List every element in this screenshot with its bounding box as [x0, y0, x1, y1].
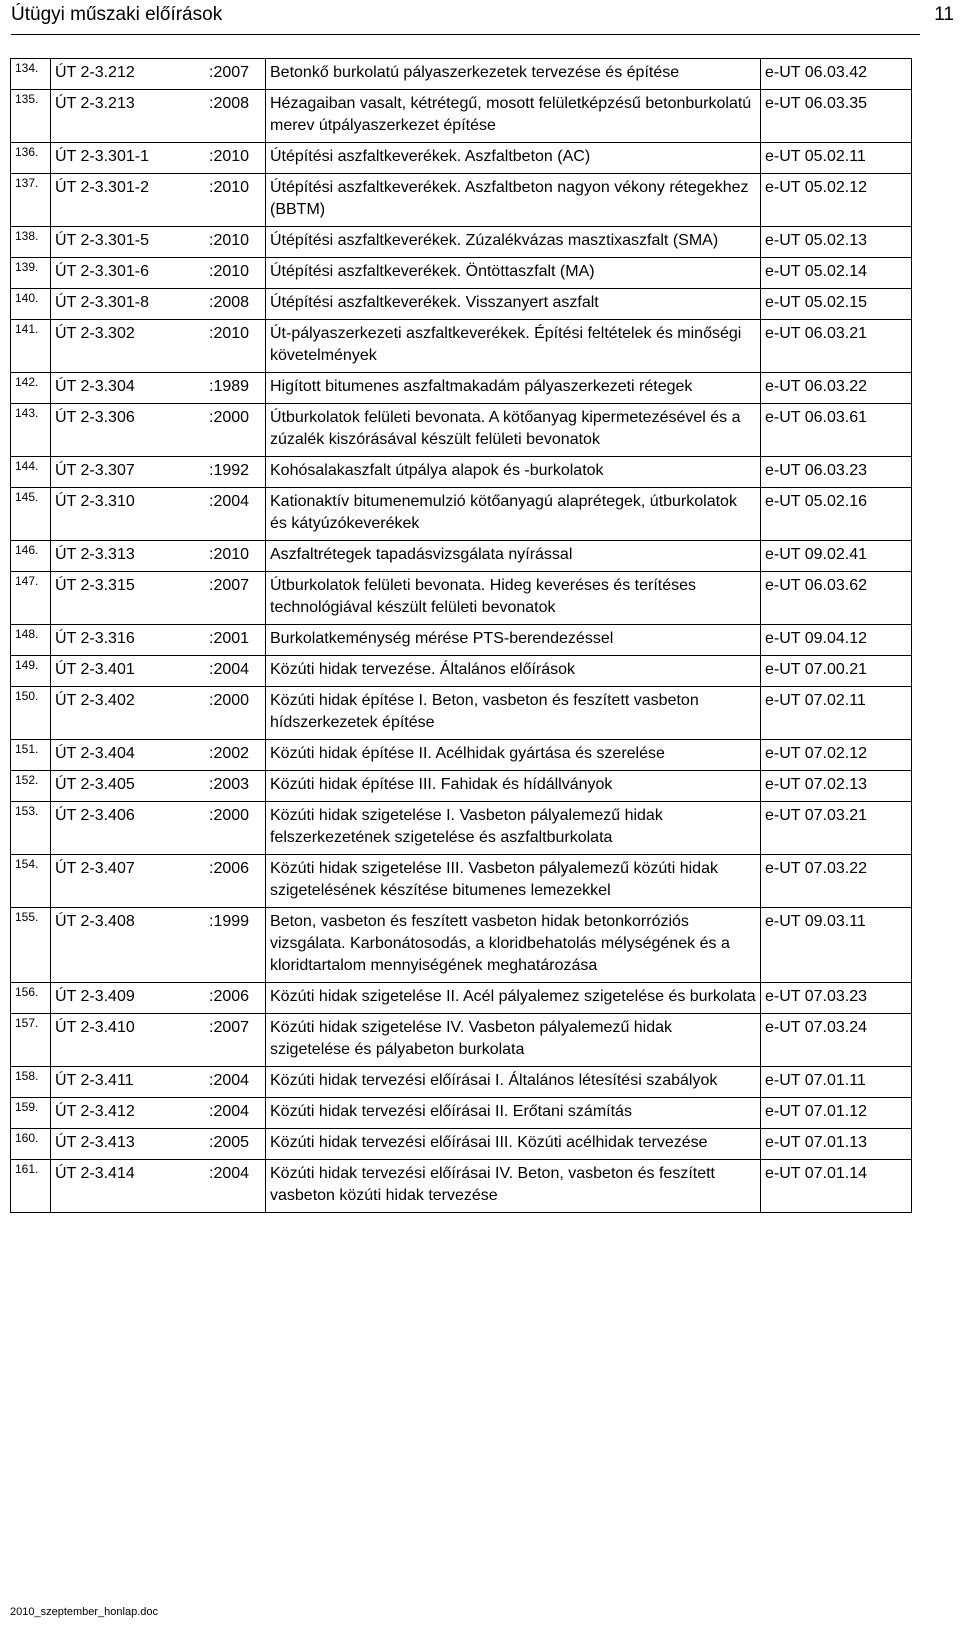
table-row — [11, 802, 912, 855]
row-number: 135. — [11, 90, 51, 143]
row-number: 149. — [11, 656, 51, 687]
standard-code: ÚT 2-3.316 — [51, 625, 206, 656]
standard-year: :2004 — [205, 1098, 266, 1129]
standard-year: :2010 — [205, 227, 266, 258]
standard-code: ÚT 2-3.310 — [51, 488, 206, 541]
standard-code: ÚT 2-3.213 — [51, 90, 206, 143]
row-number: 143. — [11, 404, 51, 457]
eut-reference: e-UT 07.02.13 — [761, 771, 912, 802]
standard-title: Közúti hidak szigetelése I. Vasbeton pályalemezű hidak felszerkezetének szigetelése és aszfaltburkolata — [266, 802, 761, 855]
table-row — [11, 143, 912, 174]
row-number: 148. — [11, 625, 51, 656]
standard-year: :2007 — [205, 59, 266, 90]
eut-reference: e-UT 06.03.21 — [761, 320, 912, 373]
table-row — [11, 457, 912, 488]
standard-title: Közúti hidak építése II. Acélhidak gyártása és szerelése — [266, 740, 761, 771]
eut-reference: e-UT 07.00.21 — [761, 656, 912, 687]
table-row — [11, 1160, 912, 1213]
standard-year: :2000 — [205, 802, 266, 855]
row-number: 147. — [11, 572, 51, 625]
standard-year: :2004 — [205, 488, 266, 541]
table-row — [11, 90, 912, 143]
standard-title: Közúti hidak tervezési előírásai II. Erőtani számítás — [266, 1098, 761, 1129]
table-row — [11, 59, 912, 90]
table-row — [11, 488, 912, 541]
eut-reference: e-UT 06.03.35 — [761, 90, 912, 143]
standard-year: :2008 — [205, 289, 266, 320]
table-row — [11, 1098, 912, 1129]
standard-code: ÚT 2-3.306 — [51, 404, 206, 457]
row-number: 154. — [11, 855, 51, 908]
eut-reference: e-UT 06.03.23 — [761, 457, 912, 488]
eut-reference: e-UT 05.02.13 — [761, 227, 912, 258]
row-number: 141. — [11, 320, 51, 373]
standard-code: ÚT 2-3.411 — [51, 1067, 206, 1098]
standard-year: :2004 — [205, 1067, 266, 1098]
row-number: 157. — [11, 1014, 51, 1067]
row-number: 145. — [11, 488, 51, 541]
standard-year: :2010 — [205, 258, 266, 289]
standard-year: :2006 — [205, 983, 266, 1014]
standard-code: ÚT 2-3.301-1 — [51, 143, 206, 174]
row-number: 138. — [11, 227, 51, 258]
standard-code: ÚT 2-3.212 — [51, 59, 206, 90]
standard-title: Kohósalakaszfalt útpálya alapok és -burkolatok — [266, 457, 761, 488]
standard-title: Útburkolatok felületi bevonata. A kötőanyag kipermetezésével és a zúzalék kiszórásával készült felületi bevonatok — [266, 404, 761, 457]
standard-year: :2006 — [205, 855, 266, 908]
standard-title: Útépítési aszfaltkeverékek. Visszanyert aszfalt — [266, 289, 761, 320]
standard-year: :2000 — [205, 687, 266, 740]
standard-title: Kationaktív bitumenemulzió kötőanyagú alaprétegek, útburkolatok és kátyúzókeverékek — [266, 488, 761, 541]
footer-filename: 2010_szeptember_honlap.doc — [10, 1606, 159, 1618]
standard-title: Közúti hidak tervezési előírásai IV. Beton, vasbeton és feszített vasbeton közúti hidak tervezése — [266, 1160, 761, 1213]
eut-reference: e-UT 05.02.16 — [761, 488, 912, 541]
standard-title: Útépítési aszfaltkeverékek. Zúzalékvázas masztixaszfalt (SMA) — [266, 227, 761, 258]
row-number: 158. — [11, 1067, 51, 1098]
standard-year: :2010 — [205, 143, 266, 174]
standard-code: ÚT 2-3.414 — [51, 1160, 206, 1213]
standard-code: ÚT 2-3.301-5 — [51, 227, 206, 258]
row-number: 137. — [11, 174, 51, 227]
eut-reference: e-UT 05.02.14 — [761, 258, 912, 289]
standard-title: Útépítési aszfaltkeverékek. Öntöttaszfalt (MA) — [266, 258, 761, 289]
standard-title: Útépítési aszfaltkeverékek. Aszfaltbeton (AC) — [266, 143, 761, 174]
standard-year: :2007 — [205, 572, 266, 625]
row-number: 152. — [11, 771, 51, 802]
standard-code: ÚT 2-3.313 — [51, 541, 206, 572]
table-row — [11, 541, 912, 572]
standard-code: ÚT 2-3.409 — [51, 983, 206, 1014]
standard-code: ÚT 2-3.315 — [51, 572, 206, 625]
row-number: 144. — [11, 457, 51, 488]
standard-title: Betonkő burkolatú pályaszerkezetek tervezése és építése — [266, 59, 761, 90]
row-number: 160. — [11, 1129, 51, 1160]
standard-title: Közúti hidak szigetelése IV. Vasbeton pályalemezű hidak szigetelése és pályabeton burkolata — [266, 1014, 761, 1067]
table-row — [11, 908, 912, 983]
table-row — [11, 227, 912, 258]
standard-year: :2004 — [205, 1160, 266, 1213]
eut-reference: e-UT 07.01.14 — [761, 1160, 912, 1213]
table-row — [11, 258, 912, 289]
standard-year: :2000 — [205, 404, 266, 457]
eut-reference: e-UT 06.03.22 — [761, 373, 912, 404]
standard-year: :2010 — [205, 541, 266, 572]
standard-title: Higított bitumenes aszfaltmakadám pályaszerkezeti rétegek — [266, 373, 761, 404]
standard-code: ÚT 2-3.301-6 — [51, 258, 206, 289]
row-number: 155. — [11, 908, 51, 983]
standard-code: ÚT 2-3.405 — [51, 771, 206, 802]
eut-reference: e-UT 07.03.23 — [761, 983, 912, 1014]
standard-title: Közúti hidak tervezési előírásai III. Közúti acélhidak tervezése — [266, 1129, 761, 1160]
eut-reference: e-UT 07.03.24 — [761, 1014, 912, 1067]
eut-reference: e-UT 09.04.12 — [761, 625, 912, 656]
table-row — [11, 373, 912, 404]
standard-title: Útépítési aszfaltkeverékek. Aszfaltbeton nagyon vékony rétegekhez (BBTM) — [266, 174, 761, 227]
table-row — [11, 174, 912, 227]
eut-reference: e-UT 07.02.11 — [761, 687, 912, 740]
standard-code: ÚT 2-3.404 — [51, 740, 206, 771]
row-number: 134. — [11, 59, 51, 90]
standard-year: :2010 — [205, 320, 266, 373]
row-number: 139. — [11, 258, 51, 289]
standard-title: Közúti hidak építése III. Fahidak és hídállványok — [266, 771, 761, 802]
standard-year: :2010 — [205, 174, 266, 227]
eut-reference: e-UT 06.03.42 — [761, 59, 912, 90]
table-row — [11, 983, 912, 1014]
standard-code: ÚT 2-3.408 — [51, 908, 206, 983]
row-number: 136. — [11, 143, 51, 174]
standard-title: Közúti hidak tervezése. Általános előírások — [266, 656, 761, 687]
standard-title: Közúti hidak tervezési előírásai I. Általános létesítési szabályok — [266, 1067, 761, 1098]
table-row — [11, 771, 912, 802]
standard-title: Hézagaiban vasalt, kétrétegű, mosott felületképzésű betonburkolatú merev útpályaszerkezet építése — [266, 90, 761, 143]
standard-title: Aszfaltrétegek tapadásvizsgálata nyírással — [266, 541, 761, 572]
standard-code: ÚT 2-3.301-2 — [51, 174, 206, 227]
eut-reference: e-UT 09.02.41 — [761, 541, 912, 572]
table-row — [11, 740, 912, 771]
table-row — [11, 289, 912, 320]
table-row — [11, 1129, 912, 1160]
page-number: 11 — [934, 4, 954, 25]
row-number: 146. — [11, 541, 51, 572]
standard-year: :2002 — [205, 740, 266, 771]
standard-year: :1999 — [205, 908, 266, 983]
standard-title: Közúti hidak szigetelése III. Vasbeton pályalemezű közúti hidak szigetelésének készítése bitumenes lemezekkel — [266, 855, 761, 908]
table-row — [11, 687, 912, 740]
eut-reference: e-UT 07.02.12 — [761, 740, 912, 771]
standard-code: ÚT 2-3.307 — [51, 457, 206, 488]
table-row — [11, 572, 912, 625]
row-number: 161. — [11, 1160, 51, 1213]
standard-title: Útburkolatok felületi bevonata. Hideg keveréses és terítéses technológiával készült felületi bevonatok — [266, 572, 761, 625]
standard-year: :2003 — [205, 771, 266, 802]
row-number: 151. — [11, 740, 51, 771]
standards-table — [10, 58, 912, 1213]
standard-code: ÚT 2-3.413 — [51, 1129, 206, 1160]
eut-reference: e-UT 06.03.61 — [761, 404, 912, 457]
standard-code: ÚT 2-3.402 — [51, 687, 206, 740]
row-number: 140. — [11, 289, 51, 320]
standard-code: ÚT 2-3.304 — [51, 373, 206, 404]
standard-year: :1992 — [205, 457, 266, 488]
eut-reference: e-UT 07.01.13 — [761, 1129, 912, 1160]
standard-year: :1989 — [205, 373, 266, 404]
row-number: 153. — [11, 802, 51, 855]
standard-title: Közúti hidak építése I. Beton, vasbeton és feszített vasbeton hídszerkezetek építése — [266, 687, 761, 740]
standard-year: :2008 — [205, 90, 266, 143]
table-row — [11, 1067, 912, 1098]
standard-code: ÚT 2-3.401 — [51, 656, 206, 687]
eut-reference: e-UT 07.01.11 — [761, 1067, 912, 1098]
standard-year: :2004 — [205, 656, 266, 687]
table-row — [11, 855, 912, 908]
eut-reference: e-UT 07.03.22 — [761, 855, 912, 908]
eut-reference: e-UT 07.03.21 — [761, 802, 912, 855]
standard-year: :2007 — [205, 1014, 266, 1067]
eut-reference: e-UT 05.02.15 — [761, 289, 912, 320]
eut-reference: e-UT 05.02.11 — [761, 143, 912, 174]
standard-code: ÚT 2-3.410 — [51, 1014, 206, 1067]
standard-code: ÚT 2-3.301-8 — [51, 289, 206, 320]
row-number: 159. — [11, 1098, 51, 1129]
standard-code: ÚT 2-3.302 — [51, 320, 206, 373]
eut-reference: e-UT 09.03.11 — [761, 908, 912, 983]
row-number: 150. — [11, 687, 51, 740]
table-row — [11, 625, 912, 656]
standard-code: ÚT 2-3.406 — [51, 802, 206, 855]
standard-code: ÚT 2-3.412 — [51, 1098, 206, 1129]
table-row — [11, 1014, 912, 1067]
row-number: 142. — [11, 373, 51, 404]
table-row — [11, 404, 912, 457]
eut-reference: e-UT 06.03.62 — [761, 572, 912, 625]
row-number: 156. — [11, 983, 51, 1014]
table-row — [11, 656, 912, 687]
eut-reference: e-UT 05.02.12 — [761, 174, 912, 227]
standard-code: ÚT 2-3.407 — [51, 855, 206, 908]
standard-title: Burkolatkeménység mérése PTS-berendezéssel — [266, 625, 761, 656]
standard-title: Út-pályaszerkezeti aszfaltkeverékek. Építési feltételek és minőségi követelmények — [266, 320, 761, 373]
table-row — [11, 320, 912, 373]
standard-year: :2005 — [205, 1129, 266, 1160]
eut-reference: e-UT 07.01.12 — [761, 1098, 912, 1129]
standard-title: Közúti hidak szigetelése II. Acél pályalemez szigetelése és burkolata — [266, 983, 761, 1014]
standard-title: Beton, vasbeton és feszített vasbeton hidak betonkorróziós vizsgálata. Karbonátosodás, a kloridbehatolás mélységének és a kloridtartalom mennyiségének meghatározása — [266, 908, 761, 983]
standard-year: :2001 — [205, 625, 266, 656]
document-title: Útügyi műszaki előírások — [11, 4, 223, 25]
page-header — [11, 0, 954, 35]
